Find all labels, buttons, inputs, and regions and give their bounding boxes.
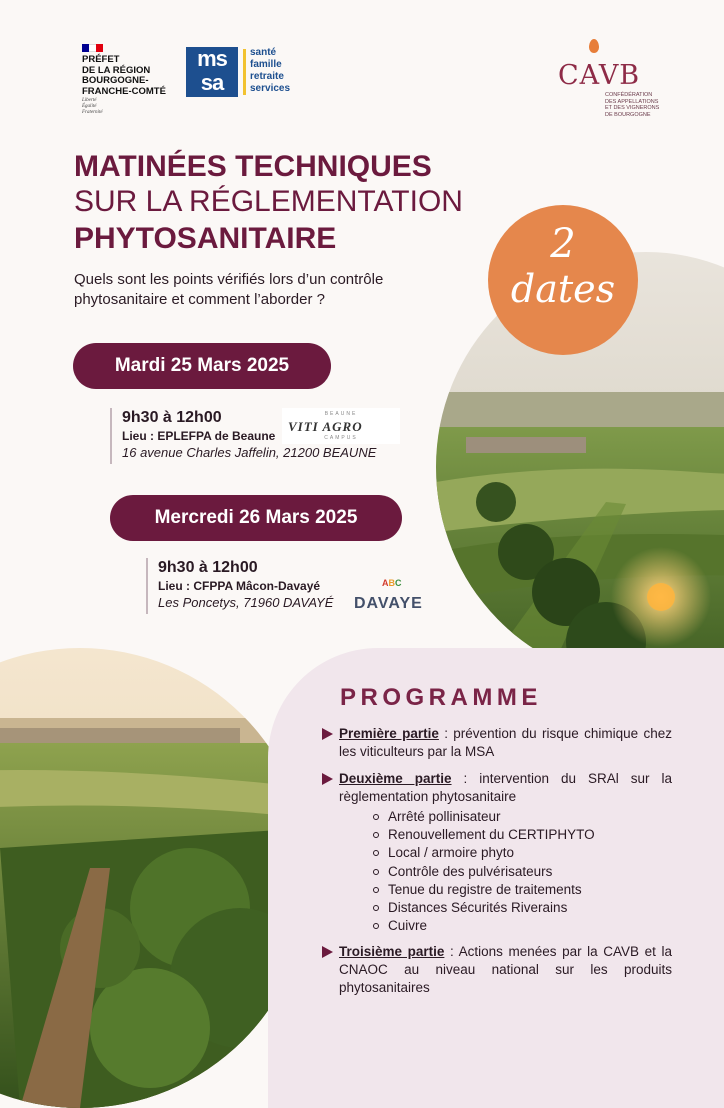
arrow-right-icon: [322, 728, 333, 740]
list-item: Renouvellement du CERTIPHYTO: [372, 826, 595, 844]
two-dates-badge: [488, 205, 638, 355]
programme-part-1: Première partie : prévention du risque chimique chez les viticulteurs par la MSA: [322, 725, 672, 761]
msa-taglines: santé famille retraite services: [250, 47, 291, 94]
intro-question: Quels sont les points vérifiés lors d’un contrôle phytosanitaire et comment l’aborder ?: [74, 271, 384, 308]
abc-letters: ABC: [382, 578, 402, 588]
list-item: Arrêté pollinisateur: [372, 808, 595, 826]
cavb-logo-subtitle: CONFÉDÉRATION DES APPELLATIONS ET DES VIGNERONS DE BOURGOGNE: [605, 92, 660, 118]
badge-label: dates: [510, 267, 616, 311]
event-time-1: 9h30 à 12h00: [122, 409, 222, 426]
arrow-right-icon: [322, 946, 333, 958]
date-pill-1: Mardi 25 Mars 2025: [73, 343, 331, 389]
vineyard-photo-left: [0, 648, 310, 1108]
arrow-right-icon: [322, 773, 333, 785]
list-item: Cuivre: [372, 917, 595, 935]
programme-subitems: [372, 808, 595, 935]
programme-part-2: Deuxième partie : intervention du SRAl sur la règlementation phytosanitaire: [322, 770, 672, 806]
list-item: Tenue du registre de traitements: [372, 881, 595, 899]
msa-logo-mark: ms sa: [186, 47, 238, 97]
event-place-2: Lieu : CFPPA Mâcon-Davayé: [158, 579, 321, 593]
cavb-logo-name: CAVB: [558, 60, 641, 91]
title-line-1: MATINÉES TECHNIQUES: [74, 150, 432, 183]
badge-number: 2: [550, 221, 576, 267]
list-item: Contrôle des pulvérisateurs: [372, 863, 595, 881]
list-item: Distances Sécurités Riverains: [372, 899, 595, 917]
event-place-1: Lieu : EPLEFPA de Beaune: [122, 429, 276, 443]
wine-drop-icon: [589, 39, 599, 53]
title-line-2: SUR LA RÉGLEMENTATION: [74, 185, 463, 218]
msa-logo: [186, 47, 306, 99]
date-pill-2: Mercredi 26 Mars 2025: [110, 495, 402, 541]
viti-agro-logo: BEAUNE VITI AGRO CAMPUS: [282, 408, 400, 444]
event-address-1: 16 avenue Charles Jaffelin, 21200 BEAUNE: [122, 445, 377, 460]
prefet-logo-text: PRÉFET DE LA RÉGION BOURGOGNE- FRANCHE-COMTÉ: [82, 54, 166, 97]
davaye-campus-logo: ABC DAVAYE: [354, 578, 423, 612]
programme-part-3: Troisième partie : Actions menées par la CAVB et la CNAOC au niveau national sur les produits phytosanitaires: [322, 943, 672, 997]
prefet-logo-motto: Liberté Égalité Fraternité: [82, 98, 103, 115]
prefet-logo: [78, 40, 178, 120]
event-time-2: 9h30 à 12h00: [158, 559, 258, 576]
event-address-2: Les Poncetys, 71960 DAVAYÉ: [158, 595, 334, 610]
cavb-logo: [548, 36, 660, 128]
french-flag-icon: [82, 44, 103, 52]
title-line-3: PHYTOSANITAIRE: [74, 222, 337, 255]
list-item: Local / armoire phyto: [372, 844, 595, 862]
programme-title: PROGRAMME: [340, 684, 542, 711]
